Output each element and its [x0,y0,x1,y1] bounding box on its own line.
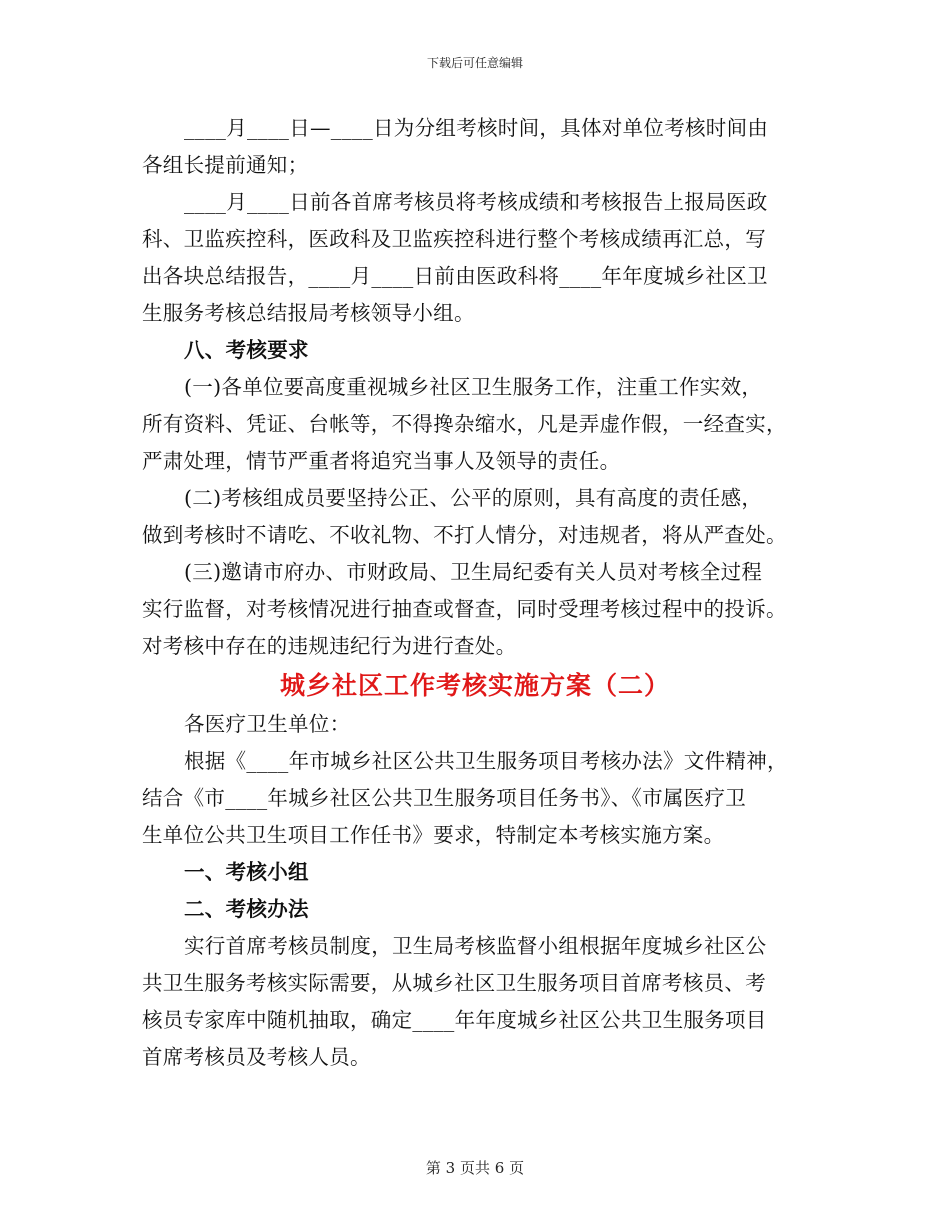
text-line: 所有资料、凭证、台帐等，不得搀杂缩水，凡是弄虚作假，一经查实， [142,412,787,436]
section-heading: 一、考核小组 [184,860,309,884]
text-line: 核员专家库中随机抽取，确定____年年度城乡社区公共卫生服务项目 [142,1008,767,1032]
text-line: 对考核中存在的违规违纪行为进行查处。 [142,634,517,658]
text-line: 严肃处理，情节严重者将追究当事人及领导的责任。 [142,449,621,473]
text-line: 首席考核员及考核人员。 [142,1045,371,1069]
text-line: 根据《____年市城乡社区公共卫生服务项目考核办法》文件精神， [184,749,788,773]
document-title: 城乡社区工作考核实施方案（二） [279,671,670,700]
section-heading: 二、考核办法 [184,897,309,921]
text-line: 各组长提前通知； [142,153,309,177]
text-line: 各医疗卫生单位： [184,712,351,736]
text-line: 做到考核时不请吃、不收礼物、不打人情分，对违规者，将从严查处。 [142,523,787,547]
text-line: (一)各单位要高度重视城乡社区卫生服务工作，注重工作实效， [184,375,763,399]
text-line: 实行监督，对考核情况进行抽查或督查，同时受理考核过程中的投诉。 [142,597,787,621]
text-line: 结合《市____年城乡社区公共卫生服务项目任务书》、《市属医疗卫 [142,786,747,810]
text-line: (三)邀请市府办、市财政局、卫生局纪委有关人员对考核全过程 [184,560,763,584]
text-line: 出各块总结报告，____月____日前由医政科将____年年度城乡社区卫 [142,264,768,288]
page-header: 下载后可任意编辑 [426,56,523,70]
section-heading: 八、考核要求 [184,338,309,362]
text-line: 实行首席考核员制度，卫生局考核监督小组根据年度城乡社区公 [184,934,767,958]
text-line: 生单位公共卫生项目工作任书》要求，特制定本考核实施方案。 [142,823,725,847]
text-line: 共卫生服务考核实际需要，从城乡社区卫生服务项目首席考核员、考 [142,971,766,995]
text-line: ____月____日—____日为分组考核时间，具体对单位考核时间由 [184,116,769,140]
text-line: 科、卫监疾控科，医政科及卫监疾控科进行整个考核成绩再汇总，写 [142,227,766,251]
page-footer: 第 3 页共 6 页 [425,1159,525,1177]
section-part-2 [142,706,810,1076]
text-line: ____月____日前各首席考核员将考核成绩和考核报告上报局医政 [184,190,768,214]
section-part-1 [142,110,810,665]
text-line: 生服务考核总结报局考核领导小组。 [142,301,475,325]
text-line: (二)考核组成员要坚持公正、公平的原则，具有高度的责任感， [184,486,763,510]
